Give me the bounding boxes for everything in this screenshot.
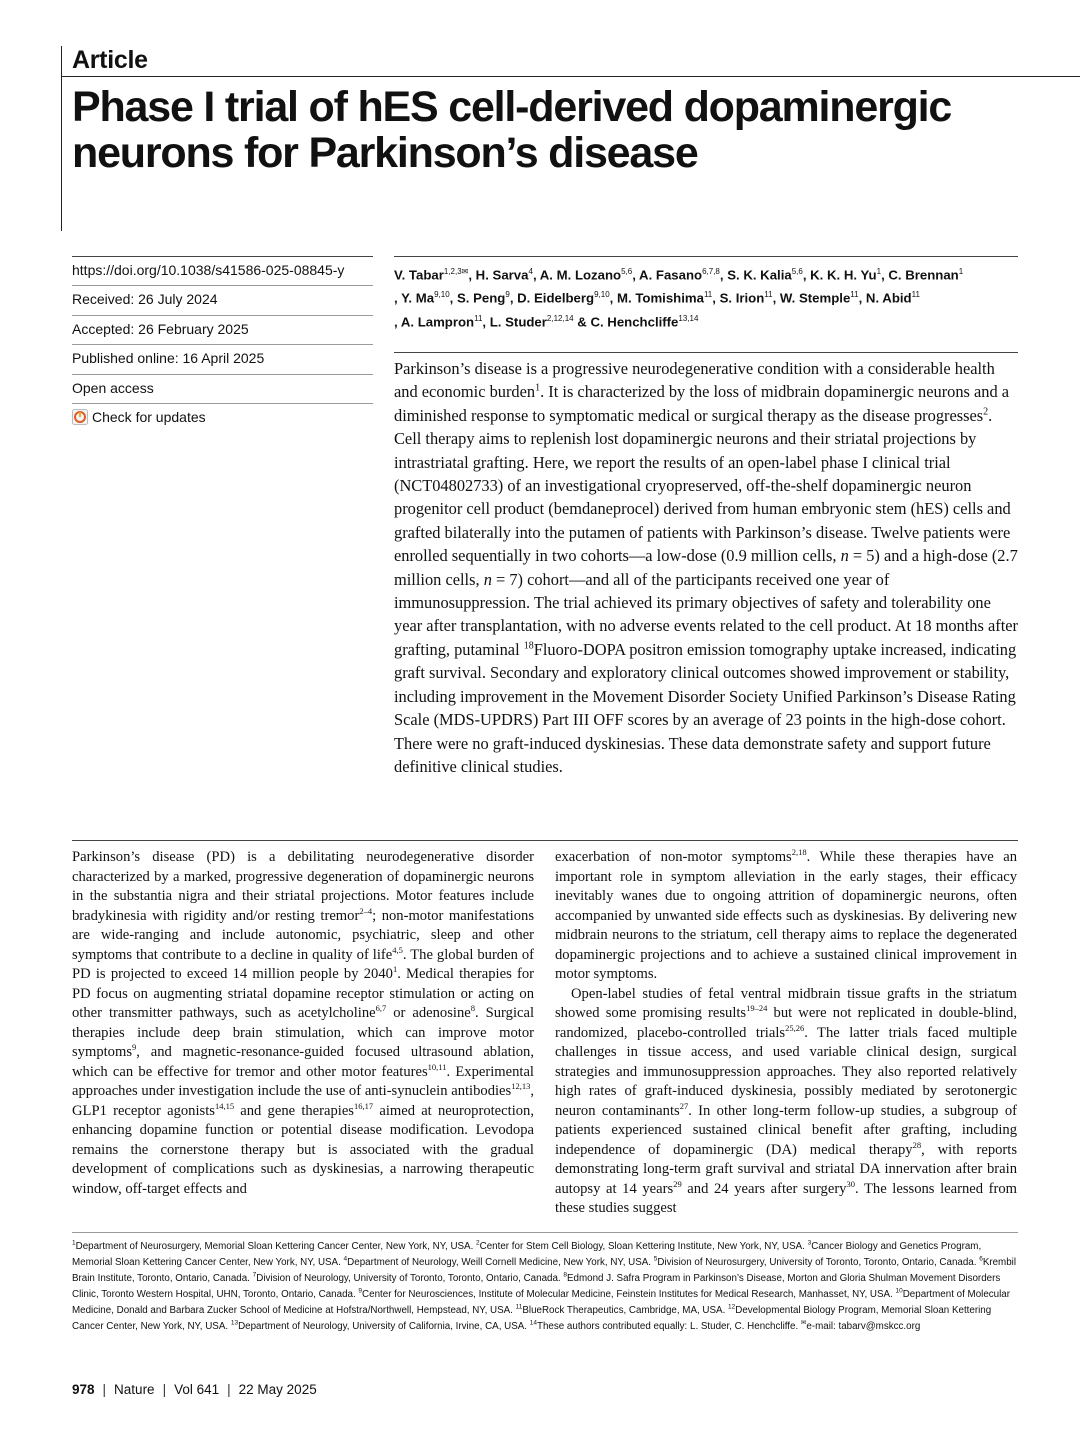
author-affiliations: 1: [876, 267, 882, 276]
citation-ref[interactable]: 1: [392, 964, 398, 975]
author-name[interactable]: , N. Abid: [858, 290, 912, 306]
check-for-updates-link[interactable]: [72, 404, 373, 433]
affiliation-text: Department of Molecular Medicine, Donald and Barbara Zucker School of Medicine at Hofstra/Northwell, Hempstead, NY, USA.: [72, 1289, 1011, 1316]
citation-ref[interactable]: 29: [673, 1178, 682, 1189]
citation-ref[interactable]: 10,11: [427, 1061, 447, 1072]
author-affiliations: 9: [505, 290, 510, 300]
author-name[interactable]: , H. Sarva: [468, 267, 529, 283]
author-name[interactable]: , A. Fasano: [632, 267, 703, 283]
check-updates-icon: [72, 409, 88, 425]
article-type-label: Article: [72, 46, 148, 74]
affiliations-footnote: [72, 1239, 1018, 1335]
author-name[interactable]: , S. Irion: [712, 290, 765, 306]
affiliation-text: Department of Neurology, Weill Cornell Medicine, New York, NY, USA.: [347, 1257, 654, 1268]
body-text: . In other long-term follow-up studies, a subgroup of patients experienced sustained clinical benefit after grafting, including independence of dopaminergic (DA) medical therapy: [555, 1102, 1017, 1158]
authors-top-rule: [394, 256, 1018, 257]
body-text: Parkinson’s disease (PD) is a debilitating neurodegenerative disorder characterized by a marked, progressive degeneration of dopaminergic neurons in the substantia nigra and their striatal projections. Motor features include bradykinesia with rigidity and/or resting tremor: [72, 849, 534, 924]
header-rule: [61, 76, 1080, 77]
abstract-text: . It is characterized by the loss of midbrain dopaminergic neurons and a diminished response to symptomatic medical or surgical therapy as the disease progresses: [394, 382, 1010, 425]
abstract-text: = 5) and a high-dose (2.7 million cells,: [394, 546, 1018, 589]
doi-link[interactable]: https://doi.org/10.1038/s41586-025-08845-y: [72, 257, 373, 286]
isotope-superscript: 18: [523, 640, 534, 652]
citation-ref[interactable]: 16,17: [354, 1100, 374, 1111]
affiliation-text: Department of Neurosurgery, Memorial Sloan Kettering Cancer Center, New York, NY, USA.: [75, 1241, 477, 1252]
author-affiliations: 11: [703, 290, 713, 300]
affiliation-text: BlueRock Therapeutics, Cambridge, MA, USA.: [522, 1305, 729, 1316]
author-name[interactable]: , Y. Ma: [394, 290, 435, 306]
affiliation-text: Department of Neurology, University of California, Irvine, CA, USA.: [238, 1321, 530, 1332]
open-access-label: Open access: [72, 375, 373, 404]
citation-ref[interactable]: 9: [132, 1042, 137, 1053]
author-affiliations: 1,2,3✉: [443, 267, 469, 276]
author-affiliations: 11: [764, 290, 773, 300]
author-affiliations: 11: [850, 290, 859, 300]
body-text: ; non-motor manifestations are wide-ranging and include autonomic, psychiatric, sleep and other symptoms that contribute to a decline in quality of life: [72, 907, 535, 963]
affiliation-number: 6: [979, 1255, 983, 1263]
corresponding-email[interactable]: e-mail: tabarv@mskcc.org: [806, 1321, 921, 1332]
citation-ref[interactable]: 6,7: [375, 1003, 387, 1014]
citation-ref[interactable]: 8: [470, 1003, 475, 1014]
abstract-top-rule: [394, 352, 1018, 353]
author-name[interactable]: , S. K. Kalia: [719, 267, 792, 283]
body-text: but were not replicated in double-blind, randomized, placebo-controlled trials: [555, 1005, 1017, 1041]
author-name[interactable]: , A. M. Lozano: [532, 267, 622, 283]
body-paragraph: [72, 848, 534, 1199]
body-text: . Experimental approaches under investigation include the use of anti-synuclein antibodies: [72, 1063, 534, 1099]
received-date: Received: 26 July 2024: [72, 286, 373, 315]
abstract-text: . Cell therapy aims to replenish lost dopaminergic neurons and their striatal projections by intrastriatal grafting. Here, we report the results of an open-label phase I clinical trial (NCT04802733) of an investigational cryopreserved, off-the-shelf dopaminergic neuron progenitor cell product (bemdaneprocel) derived from human embryonic stem (hES) cells and grafted bilaterally into the putamen of patients with Parkinson’s disease. Twelve patients were enrolled sequentially in two cohorts—a low-dose (0.9 million cells,: [394, 405, 1011, 566]
affiliation-number: 8: [563, 1271, 567, 1279]
abstract-text: Fluoro-DOPA positron emission tomography uptake increased, indicating graft survival. Secondary and exploratory clinical outcomes showed improvement or stability, including improvement in the Movement Disorder Society Unified Parkinson’s Disease Rating Scale (MDS-UPDRS) Part III OFF scores by an average of 23 points in the high-dose cohort. There were no graft-induced dyskinesias. These data demonstrate safety and support future definitive clinical studies.: [394, 639, 1017, 776]
body-paragraph: [555, 848, 1017, 985]
author-affiliations: 6,7,8: [702, 267, 720, 276]
body-paragraph: [555, 985, 1017, 1219]
body-text: and gene therapies: [234, 1102, 354, 1119]
author-name[interactable]: , A. Lampron: [394, 314, 475, 330]
citation-ref[interactable]: 4,5: [392, 944, 403, 955]
author-affiliations: 11: [474, 313, 483, 323]
body-text: , GLP1 receptor agonists: [72, 1083, 534, 1119]
author-name[interactable]: V. Tabar: [394, 267, 444, 283]
affiliation-number: 11: [515, 1303, 523, 1311]
footer-separator: |: [162, 1382, 167, 1397]
author-affiliations: 11: [911, 290, 920, 300]
author-affiliations: 5,6: [621, 267, 633, 276]
author-name[interactable]: , D. Eidelberg: [509, 290, 595, 306]
citation-ref[interactable]: 28: [912, 1139, 922, 1150]
body-text: Open-label studies of fetal ventral midbrain tissue grafts in the striatum showed some promising results: [555, 985, 1017, 1021]
abstract-italic-n: n: [483, 569, 492, 589]
published-date: Published online: 16 April 2025: [72, 345, 373, 374]
body-column-right: [555, 848, 1017, 1219]
citation-ref[interactable]: 2,18: [791, 847, 807, 858]
author-name[interactable]: , W. Stemple: [772, 290, 851, 306]
footer-separator: |: [227, 1382, 231, 1397]
check-for-updates-label: Check for updates: [92, 408, 206, 425]
affiliation-text: Center for Neurosciences, Institute of Molecular Medicine, Feinstein Institutes for Medical Research, Manhasset, NY, USA.: [362, 1289, 896, 1300]
author-list: [394, 262, 1024, 332]
citation-ref[interactable]: 30: [846, 1178, 855, 1189]
body-text: exacerbation of non-motor symptoms: [555, 849, 792, 865]
author-affiliations: 2,12,14: [546, 313, 574, 323]
issue-date: 22 May 2025: [238, 1382, 317, 1397]
body-column-left: [72, 848, 534, 1199]
affiliation-number: 7: [252, 1271, 257, 1279]
author-name[interactable]: , L. Studer: [482, 314, 547, 330]
body-text: aimed at neuroprotection, enhancing dopamine function or potential disease modification. Levodopa remains the cornerstone therapy but is associated with the gradual development of complications such as dyskinesias, a narrowing therapeutic window, off-target effects and: [72, 1102, 534, 1197]
author-name[interactable]: , M. Tomishima: [609, 290, 704, 306]
author-affiliations: 1: [958, 267, 964, 276]
citation-ref[interactable]: 12,13: [511, 1081, 531, 1092]
author-affiliations: 5,6: [791, 267, 803, 276]
body-text: . The lessons learned from these studies suggest: [555, 1180, 1018, 1216]
accepted-date: Accepted: 26 February 2025: [72, 316, 373, 345]
footnote-rule: [72, 1232, 1018, 1233]
body-text: . The latter trials faced multiple challenges in tissue access, and used variable clinical design, surgical strategies and immunosuppression approaches. They also reported relatively high rates of graft-induced dyskinesia, possibly mediated by serotonergic neuron contaminants: [555, 1024, 1017, 1119]
journal-volume: Vol 641: [174, 1382, 220, 1397]
affiliation-number: 2: [476, 1239, 480, 1247]
affiliation-number: 5: [653, 1255, 658, 1263]
author-name[interactable]: , S. Peng: [449, 290, 506, 306]
citation-ref[interactable]: 27: [679, 1100, 689, 1111]
body-top-rule: [72, 840, 1018, 841]
citation-ref[interactable]: 2–4: [359, 905, 373, 916]
affiliation-text: These authors contributed equally: L. Studer, C. Henchcliffe.: [536, 1321, 801, 1332]
affiliation-number: 1: [72, 1239, 76, 1247]
affiliation-number: 14: [529, 1319, 537, 1327]
author-name[interactable]: , K. K. H. Yu: [802, 267, 877, 283]
citation-ref[interactable]: 25,26: [785, 1022, 805, 1033]
author-name[interactable]: , C. Brennan: [881, 267, 959, 283]
body-text: and 24 years after surgery: [681, 1180, 847, 1197]
affiliation-text: Edmond J. Safra Program in Parkinson’s Disease, Morton and Gloria Shulman Movement Disorders Clinic, Toronto Western Hospital, UHN, Toronto, Ontario, Canada.: [72, 1273, 1001, 1300]
affiliation-number: 4: [343, 1255, 348, 1263]
body-text: or adenosine: [386, 1005, 471, 1021]
author-affiliations: 9,10: [434, 290, 450, 300]
body-text: . Medical therapies for PD focus on augmenting striatal dopamine receptor stimulation or acting on other transmitter pathways, such as acetylcholine: [72, 966, 534, 1021]
author-affiliations: 9,10: [594, 290, 610, 300]
body-text: , and magnetic-resonance-guided focused ultrasound ablation, which can be effective for tremor and other motor features: [72, 1044, 534, 1080]
page-footer: [72, 1382, 317, 1397]
citation-ref[interactable]: 2: [983, 406, 989, 418]
body-text: . The global burden of PD is projected to exceed 14 million people by 2040: [72, 946, 535, 982]
author-affiliations: 4: [528, 267, 533, 276]
article-title: Phase I trial of hES cell-derived dopaminergic neurons for Parkinson’s disease: [72, 83, 952, 177]
citation-ref[interactable]: 1: [535, 382, 541, 394]
body-text: , with reports demonstrating long-term graft survival and striatal DA innervation after brain autopsy at 14 years: [555, 1141, 1018, 1197]
body-text: . Surgical therapies include deep brain stimulation, which can improve motor symptoms: [72, 1005, 535, 1060]
author-affiliations: 13,14: [678, 313, 699, 323]
affiliation-number: 10: [895, 1287, 903, 1295]
affiliation-text: Division of Neurology, University of Toronto, Toronto, Ontario, Canada.: [256, 1273, 564, 1284]
page-number: 978: [72, 1382, 95, 1397]
affiliation-number: 3: [807, 1239, 812, 1247]
abstract-text: = 7) cohort—and all of the participants received one year of immunosuppression. The trial achieved its primary objectives of safety and tolerability one year after transplantation, with no adverse events related to the cell product. At 18 months after grafting, putaminal: [394, 569, 1018, 659]
journal-name: Nature: [114, 1382, 155, 1397]
abstract-text: Parkinson’s disease is a progressive neurodegenerative condition with a considerable health and economic burden: [394, 359, 995, 402]
affiliation-text: Developmental Biology Program, Memorial Sloan Kettering Cancer Center, New York, NY, USA.: [72, 1305, 992, 1332]
affiliation-number: 13: [230, 1319, 239, 1327]
author-name[interactable]: & C. Henchcliffe: [573, 314, 679, 330]
article-meta-list: [72, 257, 373, 433]
footer-separator: |: [102, 1382, 107, 1397]
citation-ref[interactable]: 19–24: [746, 1003, 768, 1014]
header-vertical-rule: [61, 46, 62, 231]
affiliation-text: Krembil Brain Institute, Toronto, Ontario, Canada.: [72, 1257, 1017, 1284]
affiliation-text: Cancer Biology and Genetics Program, Memorial Sloan Kettering Cancer Center, New York, NY, USA.: [72, 1241, 982, 1268]
affiliation-number: 9: [358, 1287, 363, 1295]
body-text: . While these therapies have an important role in symptom alleviation in the early stages, their efficacy inevitably wanes due to ongoing attrition of dopaminergic neurons, often accompanied by unwanted side effects such as dyskinesias. By delivering new midbrain neurons to the striatum, cell therapy aims to replace the degenerated dopaminergic projections and to achieve a sustained clinical improvement in motor symptoms.: [555, 849, 1017, 982]
abstract-italic-n: n: [840, 546, 849, 566]
affiliation-text: Center for Stem Cell Biology, Sloan Kettering Institute, New York, NY, USA.: [479, 1241, 808, 1252]
citation-ref[interactable]: 14,15: [214, 1100, 235, 1111]
abstract: [394, 357, 1018, 778]
affiliation-number: 12: [728, 1303, 736, 1311]
affiliation-text: Division of Neurosurgery, University of Toronto, Toronto, Ontario, Canada.: [657, 1257, 980, 1268]
email-icon: ✉: [800, 1319, 807, 1327]
